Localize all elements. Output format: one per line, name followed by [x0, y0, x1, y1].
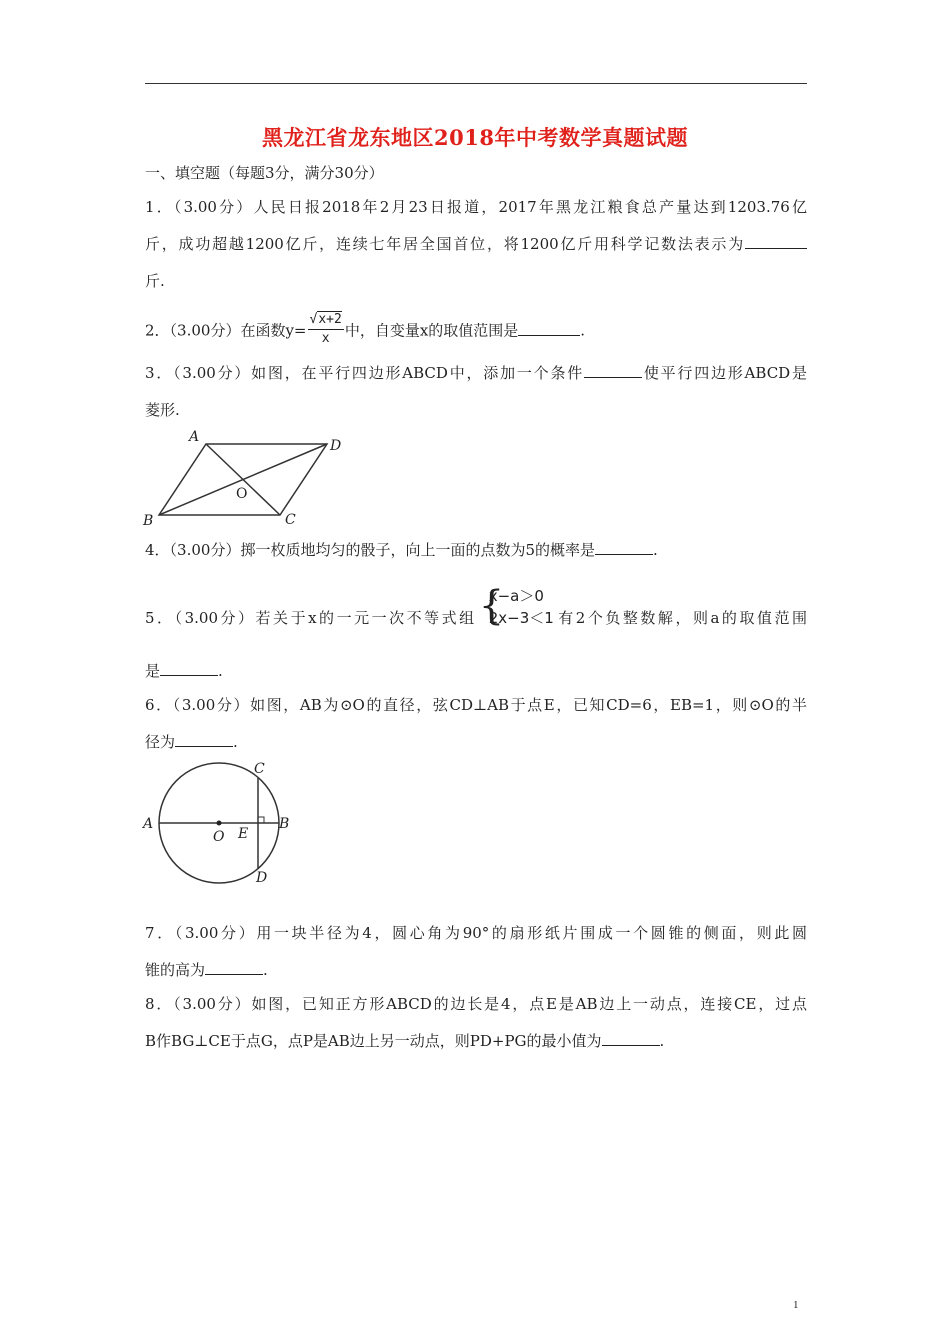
label-d: D [256, 870, 268, 886]
center-point [217, 821, 222, 826]
q5-line2-text: 是 [145, 662, 161, 680]
q7-end: . [263, 961, 268, 979]
q2-denominator: x [321, 331, 330, 346]
circle-figure [140, 755, 300, 890]
q2-fraction [308, 311, 344, 348]
q1-line1: 1．（3.00分）人民日报2018年2月23日报道，2017年黑龙江粮食总产量达到1203.76亿 [145, 198, 807, 216]
q6-line2 [145, 731, 807, 753]
q6-end: . [233, 733, 238, 751]
q4-end: . [653, 541, 658, 559]
parallelogram-figure [140, 425, 350, 530]
q6-line1: 6．（3.00分）如图，AB为⊙O的直径，弦CD⊥AB于点E，已知CD=6，EB=1，则⊙O的半 [145, 696, 807, 714]
q5-answer-blank [160, 660, 218, 676]
q8-line2 [145, 1030, 807, 1052]
q3-line2: 菱形. [145, 401, 180, 419]
q8-end: . [659, 1032, 665, 1050]
q2-line [145, 313, 807, 350]
q5-suffix: 有2个负整数解，则a的取值范围 [555, 609, 807, 627]
diagonal-bd [159, 444, 327, 515]
q5-line2 [145, 660, 807, 682]
header-rule [145, 83, 807, 84]
label-e: E [238, 826, 249, 842]
q5-prefix: 5．（3.00分）若关于x的一元一次不等式组 [145, 609, 477, 627]
q1-line2-text: 斤，成功超越1200亿斤，连续七年居全国首位，将1200亿斤用科学记数法表示为 [145, 235, 745, 253]
q8-line2-text: B作BG⊥CE于点G，点P是AB边上另一动点，则PD+PG的最小值为 [145, 1032, 602, 1050]
q2-end: . [580, 321, 586, 340]
q7-answer-blank [205, 959, 263, 975]
q2-answer-blank [518, 320, 580, 336]
label-a: A [189, 429, 200, 445]
q3-answer-blank [584, 362, 642, 378]
q1-answer-blank [745, 233, 807, 249]
label-d: D [330, 438, 342, 454]
label-o: O [236, 486, 248, 502]
left-brace-icon: { [478, 583, 505, 629]
q8-line1: 8．（3.00分）如图，已知正方形ABCD的边长是4，点E是AB边上一动点，连接CE，过点 [145, 995, 807, 1013]
page-number: 1 [793, 1299, 799, 1311]
q8-answer-blank [602, 1030, 660, 1046]
label-b: B [279, 816, 290, 832]
q2-prefix: 2．（3.00分）在函数y= [145, 321, 307, 340]
label-b: B [143, 513, 154, 529]
q2-numerator: √x+2 [308, 311, 344, 330]
q5-line1 [145, 583, 807, 641]
right-angle-mark [258, 817, 264, 823]
page-title: 黑龙江省龙东地区2018年中考数学真题试题 [262, 125, 688, 150]
q7-line1: 7．（3.00分）用一块半径为4，圆心角为90°的扇形纸片围成一个圆锥的侧面，则此圆 [145, 924, 807, 942]
q2-suffix: 中，自变量x的取值范围是 [344, 321, 519, 340]
q7-line2 [145, 959, 807, 981]
label-a: A [143, 816, 154, 832]
q4-text: 4．（3.00分）掷一枚质地均匀的骰子，向上一面的点数为5的概率是 [145, 541, 595, 559]
q5-end: . [218, 662, 223, 680]
q2-radicand: x+2 [318, 312, 342, 327]
q5-inequality-2: 2x−3＜1 [488, 609, 554, 627]
q3-line1-b: 使平行四边形ABCD是 [642, 364, 807, 382]
q5-inequality-system [479, 585, 554, 629]
q3-line1 [145, 362, 807, 384]
q3-line1-a: 3．（3.00分）如图，在平行四边形ABCD中，添加一个条件 [145, 364, 585, 382]
label-c: C [254, 761, 265, 777]
section-heading: 一、填空题（每题3分，满分30分） [145, 164, 384, 182]
label-c: C [285, 512, 296, 528]
q1-line3: 斤. [145, 272, 165, 290]
label-o: O [213, 829, 225, 845]
q6-answer-blank [175, 731, 233, 747]
q4-line [145, 539, 807, 561]
q1-line2 [145, 233, 807, 255]
q7-line2-text: 锥的高为 [145, 961, 206, 979]
q6-line2-text: 径为 [145, 733, 176, 751]
q4-answer-blank [595, 539, 653, 555]
q5-inequality-1: x−a＞0 [488, 587, 544, 605]
